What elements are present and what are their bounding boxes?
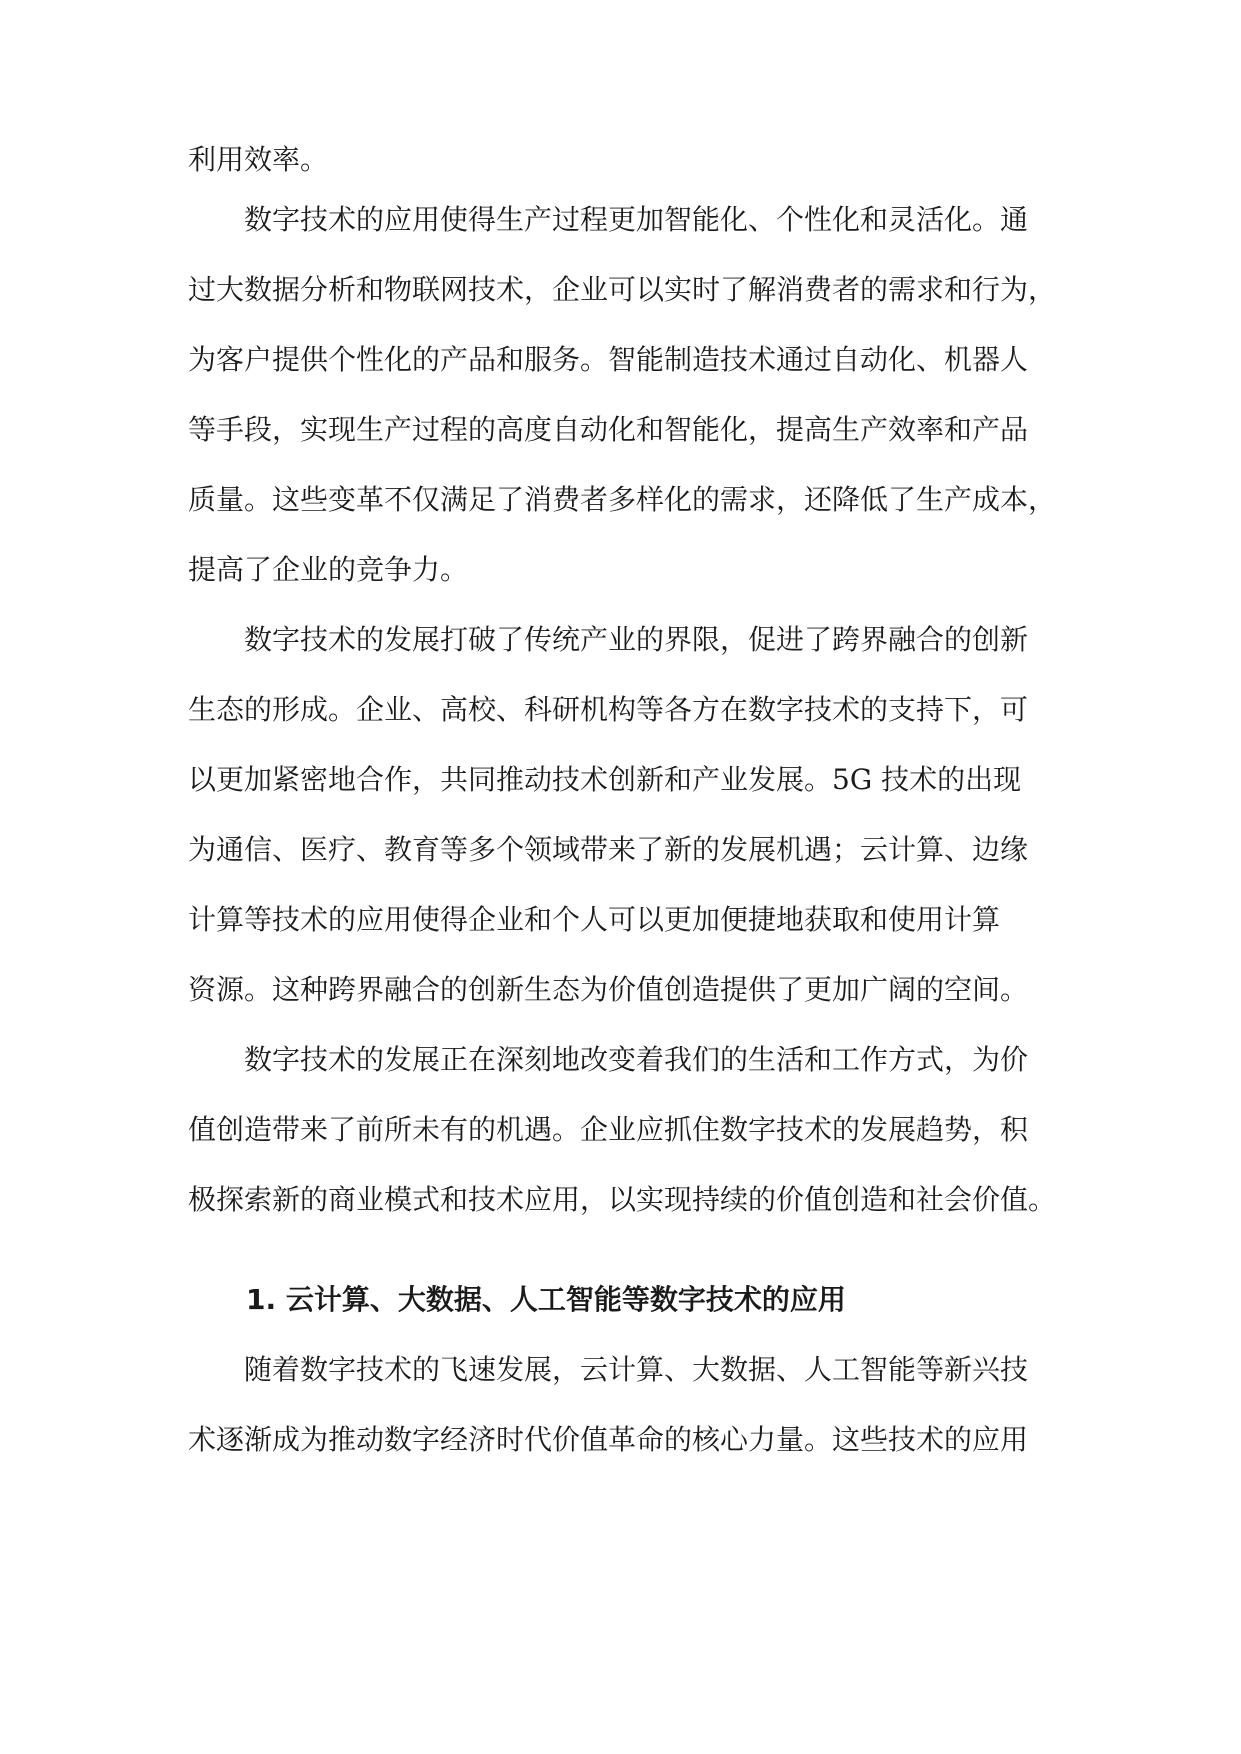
text-line: 术逐渐成为推动数字经济时代价值革命的核心力量。这些技术的应用 — [188, 1423, 1029, 1456]
text-line: 为客户提供个性化的产品和服务。智能制造技术通过自动化、机器人 — [188, 343, 1029, 376]
text-line: 等手段，实现生产过程的高度自动化和智能化，提高生产效率和产品 — [188, 413, 1029, 446]
text-line: 随着数字技术的飞速发展，云计算、大数据、人工智能等新兴技 — [188, 1353, 1029, 1386]
text-line: 数字技术的发展打破了传统产业的界限，促进了跨界融合的创新 — [188, 623, 1029, 656]
text-line: 值创造带来了前所未有的机遇。企业应抓住数字技术的发展趋势，积 — [188, 1113, 1029, 1146]
text-line: 极探索新的商业模式和技术应用，以实现持续的价值创造和社会价值。 — [188, 1183, 1057, 1216]
text-line: 数字技术的发展正在深刻地改变着我们的生活和工作方式，为价 — [188, 1043, 1029, 1076]
text-line: 计算等技术的应用使得企业和个人可以更加便捷地获取和使用计算 — [188, 903, 1001, 936]
text-line: 利用效率。 — [188, 143, 329, 176]
section-heading: 1. 云计算、大数据、人工智能等数字技术的应用 — [246, 1283, 846, 1316]
text-line: 生态的形成。企业、高校、科研机构等各方在数字技术的支持下，可 — [188, 693, 1029, 726]
text-line: 以更加紧密地合作，共同推动技术创新和产业发展。5G 技术的出现 — [188, 763, 1022, 796]
text-line: 数字技术的应用使得生产过程更加智能化、个性化和灵活化。通 — [188, 203, 1029, 236]
text-line: 为通信、医疗、教育等多个领域带来了新的发展机遇；云计算、边缘 — [188, 833, 1029, 866]
text-line: 质量。这些变革不仅满足了消费者多样化的需求，还降低了生产成本， — [188, 483, 1057, 516]
text-line: 过大数据分析和物联网技术，企业可以实时了解消费者的需求和行为， — [188, 273, 1057, 306]
text-line: 提高了企业的竞争力。 — [188, 553, 469, 586]
text-line: 资源。这种跨界融合的创新生态为价值创造提供了更加广阔的空间。 — [188, 973, 1029, 1006]
